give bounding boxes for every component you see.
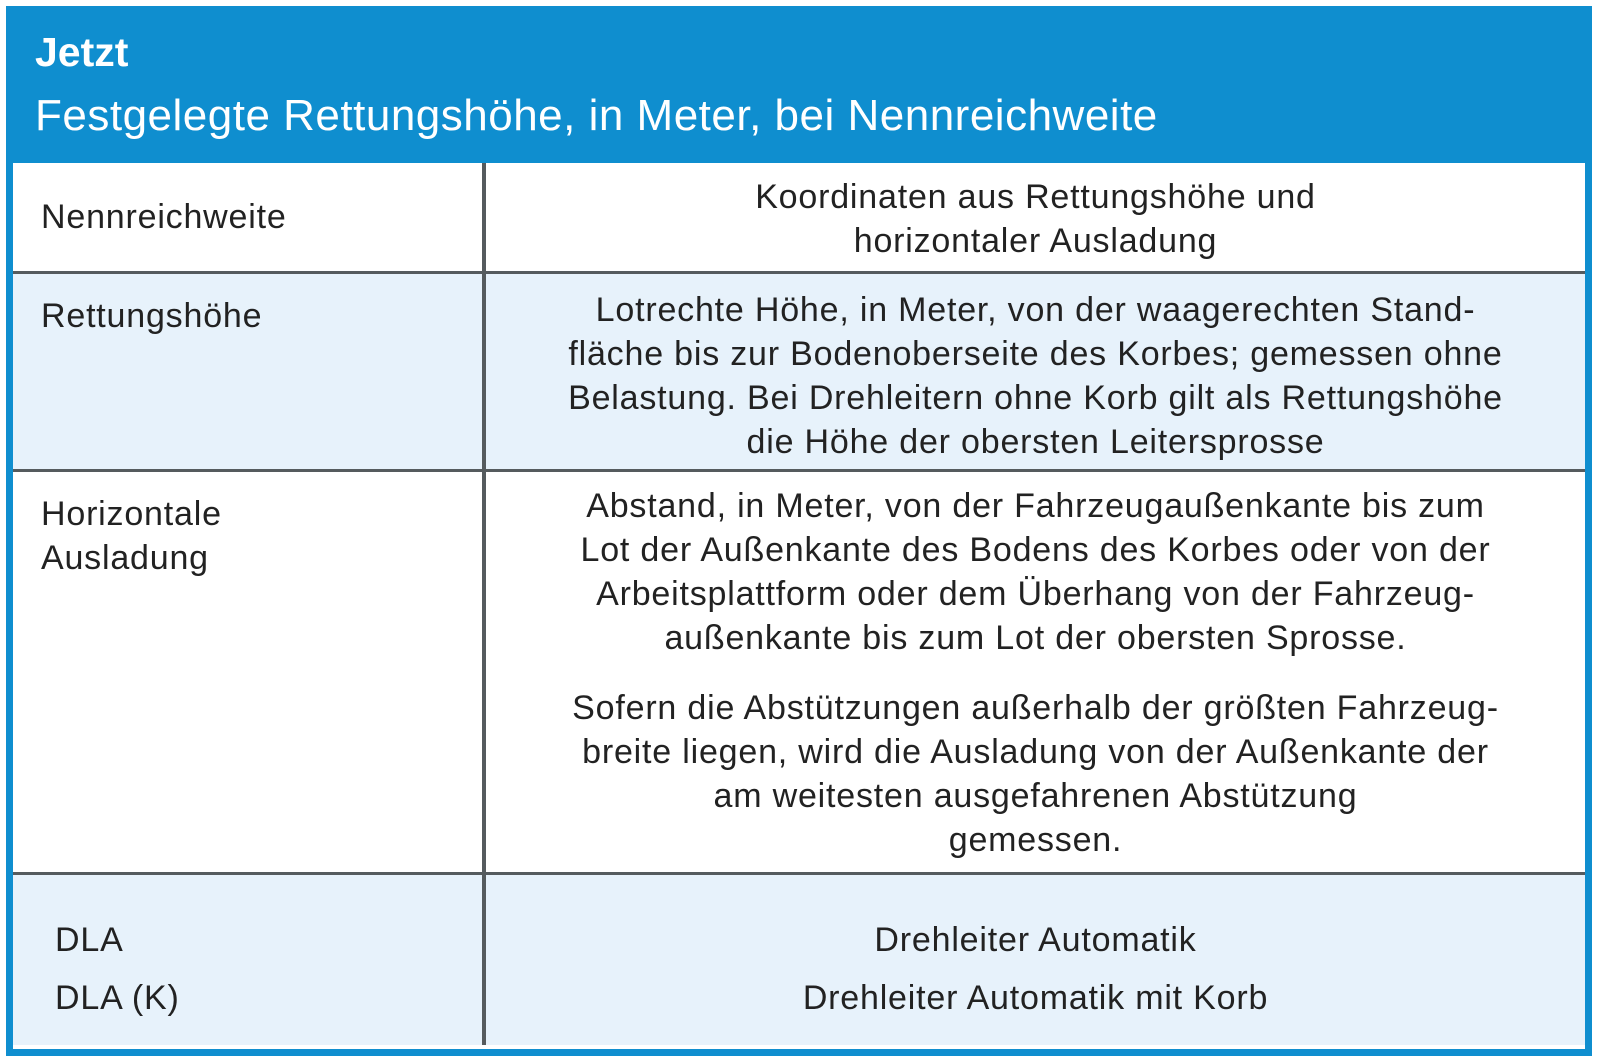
term-rettungshoehe: Rettungshöhe bbox=[41, 296, 263, 335]
definition-line: Lot der Außenkante des Bodens des Korbes oder von der bbox=[580, 530, 1491, 569]
meaning-cell bbox=[484, 873, 1585, 1045]
definition-line: horizontaler Ausladung bbox=[853, 222, 1218, 260]
definition-line: am weitesten ausgefahrenen Abstützung bbox=[713, 776, 1358, 815]
definition-line: außenkante bis zum Lot der obersten Sprosse. bbox=[664, 618, 1407, 657]
definition-line: Koordinaten aus Rettungshöhe und bbox=[755, 178, 1316, 216]
header-title: Festgelegte Rettungshöhe, in Meter, bei Nennreichweite bbox=[35, 91, 1158, 140]
term-cell bbox=[13, 272, 484, 470]
definition-line: gemessen. bbox=[948, 820, 1123, 859]
term-nennreichweite: Nennreichweite bbox=[41, 197, 287, 236]
definition-line: Belastung. Bei Drehleitern ohne Korb gilt als Rettungshöhe bbox=[568, 378, 1503, 417]
term-cell bbox=[13, 163, 484, 272]
definition-cell bbox=[484, 163, 1585, 272]
definition-line: Sofern die Abstützungen außerhalb der größten Fahrzeug- bbox=[572, 688, 1499, 727]
table-row bbox=[13, 470, 1585, 873]
meaning-dla: Drehleiter Automatik bbox=[874, 920, 1197, 959]
abbreviation-dla: DLA bbox=[55, 920, 124, 959]
meaning-dla-k: Drehleiter Automatik mit Korb bbox=[802, 978, 1269, 1017]
definition-cell bbox=[484, 470, 1585, 873]
definition-line: Arbeitsplattform oder dem Überhang von der Fahrzeug- bbox=[596, 574, 1475, 613]
definition-paragraph bbox=[500, 686, 1571, 862]
definition-table-card bbox=[6, 6, 1592, 1056]
header-kicker: Jetzt bbox=[35, 29, 129, 75]
term-cell bbox=[13, 470, 484, 873]
definition-line: fläche bis zur Bodenoberseite des Korbes; gemessen ohne bbox=[568, 334, 1503, 373]
definition-line: Abstand, in Meter, von der Fahrzeugaußenkante bis zum bbox=[586, 486, 1485, 525]
term-horizontale-ausladung-line: Horizontale bbox=[41, 494, 222, 533]
abbreviation-cell bbox=[13, 873, 484, 1045]
definition-cell bbox=[484, 272, 1585, 470]
definition-line: breite liegen, wird die Ausladung von der Außenkante der bbox=[582, 732, 1489, 771]
table-header bbox=[13, 13, 1585, 163]
definition-line: die Höhe der obersten Leitersprosse bbox=[746, 422, 1325, 461]
table-row bbox=[13, 272, 1585, 470]
table-row bbox=[13, 873, 1585, 1045]
definition-line: Lotrechte Höhe, in Meter, von der waagerechten Stand- bbox=[595, 290, 1476, 329]
definitions-table bbox=[13, 163, 1585, 1045]
term-horizontale-ausladung-line: Ausladung bbox=[41, 538, 209, 577]
definition-paragraph bbox=[500, 484, 1571, 660]
abbreviation-dla-k: DLA (K) bbox=[55, 978, 180, 1017]
table-row bbox=[13, 163, 1585, 272]
